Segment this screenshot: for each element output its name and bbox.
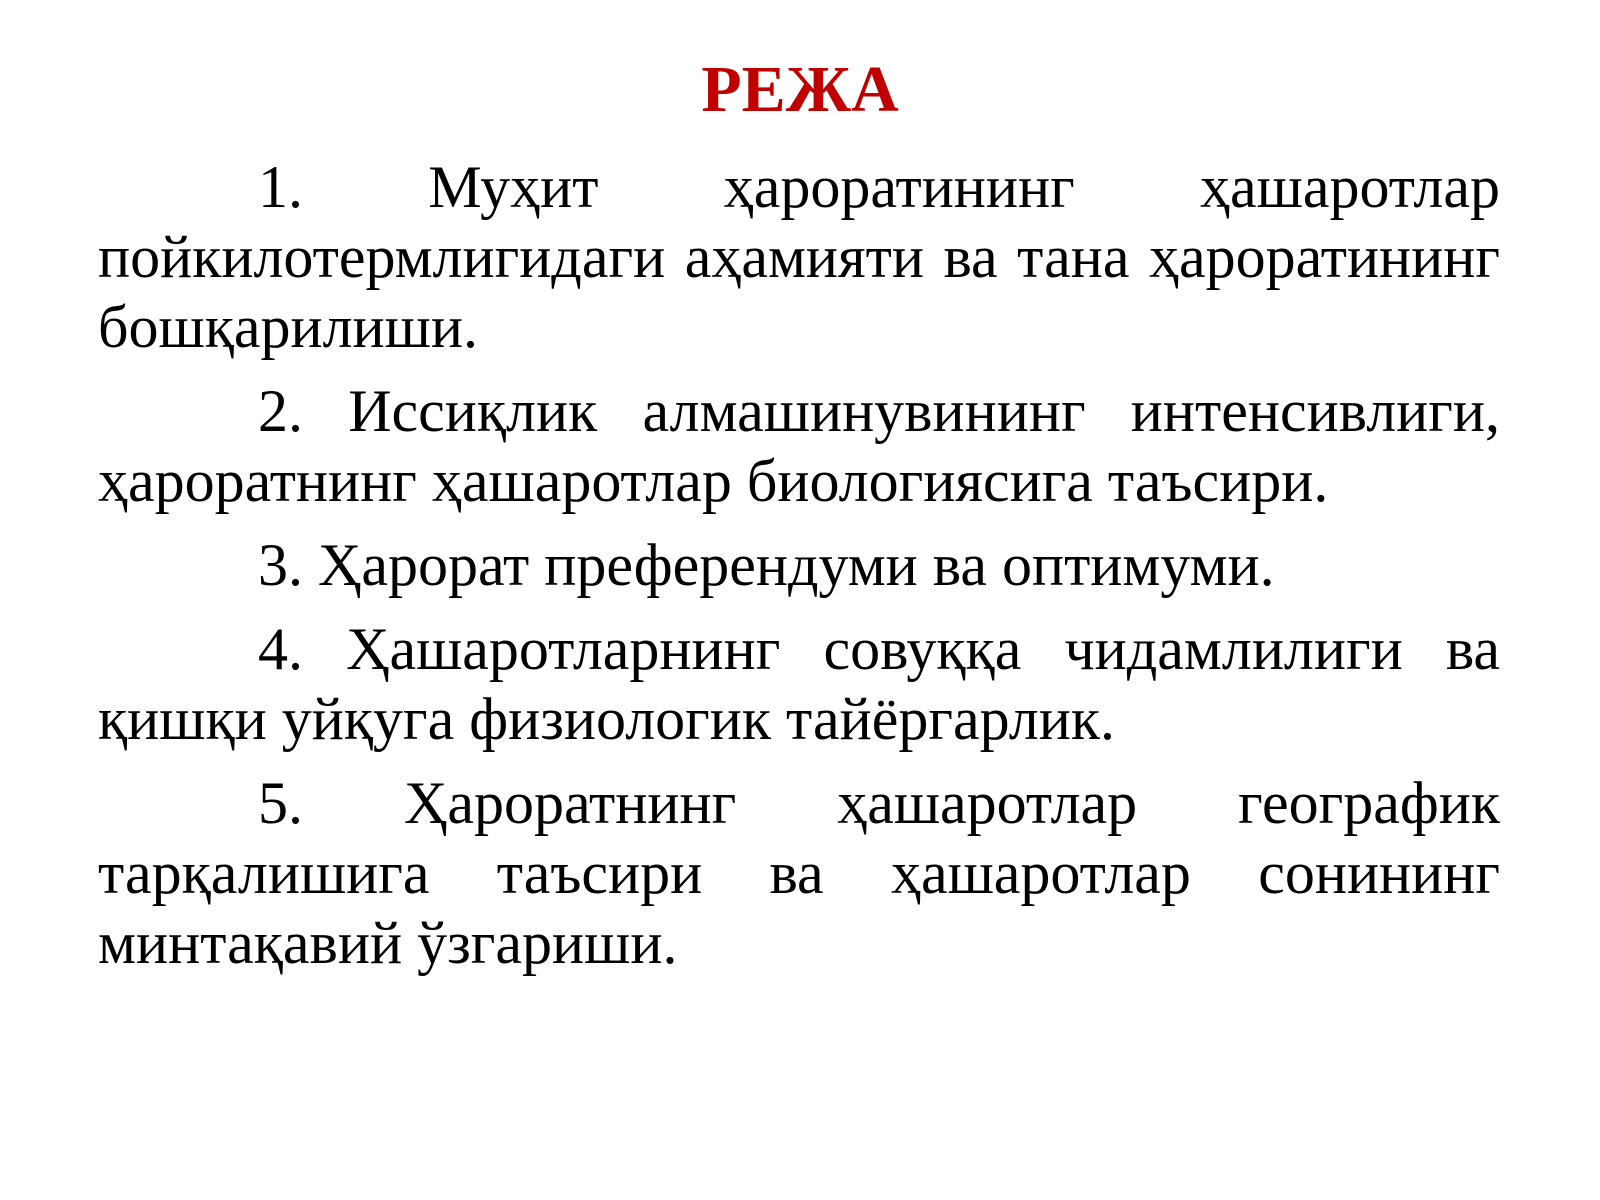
plan-item-4: 4. Ҳашаротларнинг совуққа чидамлилиги ва қишқи уйқуга физиологик тайёргарлик. [98, 616, 1500, 752]
plan-item-3: 3. Ҳарорат преферендуми ва оптимуми. [258, 532, 1275, 598]
plan-item-5: 5. Ҳароратнинг ҳашаротлар географик тарқалишига таъсири ва ҳашаротлар сонининг минтақавий ўзгариши. [98, 770, 1500, 976]
slide-title: РЕЖА [701, 53, 899, 126]
plan-list [98, 152, 1500, 992]
plan-item-1: 1. Муҳит ҳароратининг ҳашаротлар пойкилотермлигидаги аҳамияти ва тана ҳароратининг бошқарилиши. [98, 154, 1500, 360]
plan-item-2: 2. Иссиқлик алмашинувининг интенсивлиги, ҳароратнинг ҳашаротлар биологиясига таъсири. [98, 378, 1500, 514]
